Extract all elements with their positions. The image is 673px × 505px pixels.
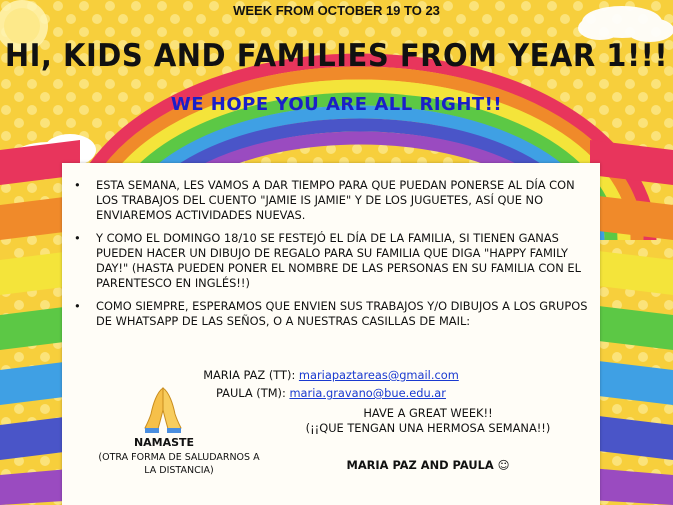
closing-line-spanish: (¡¡QUE TENGAN UNA HERMOSA SEMANA!!) bbox=[305, 421, 551, 435]
namaste-note: (OTRA FORMA DE SALUDARNOS A LA DISTANCIA) bbox=[98, 452, 260, 476]
list-item bbox=[74, 178, 594, 223]
email-link-maria-paz[interactable]: mariapaztareas@gmail.com bbox=[298, 368, 459, 382]
list-item bbox=[74, 231, 594, 291]
folded-hands-icon bbox=[143, 386, 183, 434]
bullet-marker: • bbox=[74, 299, 81, 313]
closing-message bbox=[282, 406, 574, 473]
page-title: HI, KIDS AND FAMILIES FROM YEAR 1!!! bbox=[4, 36, 669, 74]
list-item-text: Y COMO EL DOMINGO 18/10 SE FESTEJÓ EL DÍA DE LA FAMILIA, SI TIENEN GANAS PUEDEN HACER UN DIBUJO DE REGALO PARA SU FAMILIA QUE DIGA "HAPPY FAMILY DAY!" (HASTA PUEDEN PONER EL NOMBRE DE LAS PERSONAS EN SU FAMILIA CON EL PARENTESCO EN INGLÉS!!) bbox=[96, 231, 581, 290]
signature-names: MARIA PAZ AND PAULA ☺ bbox=[346, 458, 510, 472]
email-link-paula[interactable]: maria.gravano@bue.edu.ar bbox=[289, 386, 446, 400]
contact-label: PAULA (TM): bbox=[216, 386, 290, 400]
contact-list bbox=[0, 366, 662, 402]
list-item-text: ESTA SEMANA, LES VAMOS A DAR TIEMPO PARA QUE PUEDAN PONERSE AL DÍA CON LOS TRABAJOS DEL CUENTO "JAMIE IS JAMIE" Y DE LOS JUGUETES, ASÍ QUE NO ENVIAREMOS ACTIVIDADES NUEVAS. bbox=[96, 178, 575, 222]
week-range: WEEK FROM OCTOBER 19 TO 23 bbox=[233, 3, 440, 18]
page-subtitle: WE HOPE YOU ARE ALL RIGHT!! bbox=[170, 94, 503, 115]
bullet-marker: • bbox=[74, 231, 81, 245]
list-item bbox=[74, 299, 594, 329]
bullet-marker: • bbox=[74, 178, 81, 192]
contact-line bbox=[0, 366, 662, 384]
closing-line-english: HAVE A GREAT WEEK!! bbox=[363, 406, 493, 420]
announcement-list bbox=[74, 178, 594, 337]
contact-line bbox=[0, 384, 662, 402]
contact-label: MARIA PAZ (TT): bbox=[203, 368, 299, 382]
list-item-text: COMO SIEMPRE, ESPERAMOS QUE ENVIEN SUS TRABAJOS Y/O DIBUJOS A LOS GRUPOS DE WHATSAPP DE LAS SEÑOS, O A NUESTRAS CASILLAS DE MAIL: bbox=[96, 299, 588, 328]
namaste-title: NAMASTE bbox=[133, 436, 195, 449]
